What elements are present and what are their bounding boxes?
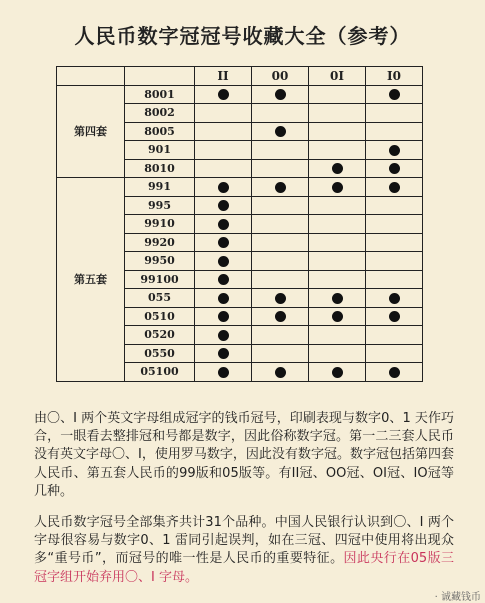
filled-dot-icon (218, 330, 229, 341)
filled-dot-icon (389, 163, 400, 174)
mark-cell (195, 344, 252, 363)
prefix-code-cell: 8010 (125, 159, 195, 178)
filled-dot-icon (275, 367, 286, 378)
filled-dot-icon (275, 311, 286, 322)
filled-dot-icon (218, 182, 229, 193)
mark-cell (195, 289, 252, 308)
corner-cell (57, 67, 125, 86)
mark-cell (195, 122, 252, 141)
mark-cell (366, 159, 423, 178)
filled-dot-icon (218, 367, 229, 378)
filled-dot-icon (389, 311, 400, 322)
filled-dot-icon (332, 311, 343, 322)
filled-dot-icon (218, 274, 229, 285)
mark-cell (195, 85, 252, 104)
prefix-code-cell: 991 (125, 178, 195, 197)
filled-dot-icon (218, 219, 229, 230)
mark-cell (366, 178, 423, 197)
filled-dot-icon (275, 293, 286, 304)
mark-cell (252, 104, 309, 123)
table-header-row (57, 67, 423, 86)
mark-cell (195, 104, 252, 123)
summary-highlight-text: 因此央行在05版三冠字组开始弃用〇、I 字母。 (34, 551, 454, 585)
mark-cell (252, 252, 309, 271)
filled-dot-icon (218, 89, 229, 100)
prefix-code-cell: 901 (125, 141, 195, 160)
filled-dot-icon (389, 145, 400, 156)
page-title: 人民币数字冠冠号收藏大全（参考） (74, 24, 411, 48)
prefix-code-cell: 99100 (125, 270, 195, 289)
mark-cell (309, 122, 366, 141)
column-header: I0 (366, 67, 423, 86)
mark-cell (366, 326, 423, 345)
mark-cell (309, 344, 366, 363)
mark-cell (309, 252, 366, 271)
mark-cell (252, 307, 309, 326)
mark-cell (366, 289, 423, 308)
mark-cell (195, 178, 252, 197)
prefix-code-cell: 055 (125, 289, 195, 308)
mark-cell (195, 233, 252, 252)
mark-cell (366, 363, 423, 382)
mark-cell (366, 307, 423, 326)
filled-dot-icon (332, 367, 343, 378)
filled-dot-icon (389, 293, 400, 304)
mark-cell (309, 178, 366, 197)
set-label: 第四套 (57, 85, 125, 178)
filled-dot-icon (389, 367, 400, 378)
filled-dot-icon (389, 89, 400, 100)
mark-cell (309, 233, 366, 252)
filled-dot-icon (275, 89, 286, 100)
filled-dot-icon (332, 182, 343, 193)
filled-dot-icon (218, 311, 229, 322)
mark-cell (309, 307, 366, 326)
mark-cell (252, 122, 309, 141)
serial-prefix-table (56, 66, 423, 382)
mark-cell (309, 141, 366, 160)
mark-cell (252, 233, 309, 252)
watermark: · 诚藏钱币 (434, 592, 481, 603)
prefix-code-cell: 9910 (125, 215, 195, 234)
mark-cell (366, 215, 423, 234)
mark-cell (366, 141, 423, 160)
mark-cell (309, 104, 366, 123)
filled-dot-icon (218, 237, 229, 248)
set-label: 第五套 (57, 178, 125, 382)
mark-cell (252, 215, 309, 234)
mark-cell (195, 307, 252, 326)
mark-cell (252, 344, 309, 363)
mark-cell (252, 196, 309, 215)
prefix-code-cell: 0520 (125, 326, 195, 345)
mark-cell (195, 159, 252, 178)
mark-cell (252, 289, 309, 308)
mark-cell (309, 289, 366, 308)
filled-dot-icon (218, 256, 229, 267)
intro-paragraph: 由〇、I 两个英文字母组成冠字的钱币冠号，印刷表现与数字0、1 天作巧合，一眼看去整排冠和号都是数字，因此俗称数字冠。第一二三套人民币没有英文字母〇、I，使用罗马数字，因此没有数字冠。数字冠包括第四套人民币、第五套人民币的99版和05版等。有II冠、OO冠、OI冠、IO冠等几种。 (34, 411, 454, 499)
mark-cell (366, 104, 423, 123)
code-header-cell (125, 67, 195, 86)
prefix-code-cell: 9920 (125, 233, 195, 252)
prefix-code-cell: 995 (125, 196, 195, 215)
filled-dot-icon (275, 182, 286, 193)
mark-cell (195, 363, 252, 382)
mark-cell (366, 196, 423, 215)
mark-cell (366, 270, 423, 289)
prefix-code-cell: 0550 (125, 344, 195, 363)
mark-cell (366, 233, 423, 252)
mark-cell (195, 215, 252, 234)
mark-cell (195, 326, 252, 345)
mark-cell (309, 215, 366, 234)
mark-cell (195, 141, 252, 160)
summary-paragraph (34, 514, 454, 587)
mark-cell (366, 344, 423, 363)
mark-cell (195, 270, 252, 289)
mark-cell (252, 326, 309, 345)
mark-cell (309, 159, 366, 178)
table-row (57, 85, 423, 104)
summary-text: 人民币数字冠号全部集齐共计31个品种。中国人民银行认识到〇、I 两个字母很容易与数字0、1 雷同引起误判，如在三冠、四冠中使用将出现众多“重号币”，而冠号的唯一性是人民币的重要特征。 (34, 515, 454, 567)
filled-dot-icon (332, 293, 343, 304)
filled-dot-icon (332, 163, 343, 174)
prefix-code-cell: 8002 (125, 104, 195, 123)
column-header: 00 (252, 67, 309, 86)
filled-dot-icon (218, 200, 229, 211)
mark-cell (366, 85, 423, 104)
table-row (57, 178, 423, 197)
prefix-code-cell: 0510 (125, 307, 195, 326)
mark-cell (252, 85, 309, 104)
mark-cell (309, 85, 366, 104)
mark-cell (366, 252, 423, 271)
mark-cell (309, 270, 366, 289)
prefix-code-cell: 8005 (125, 122, 195, 141)
mark-cell (309, 196, 366, 215)
mark-cell (252, 363, 309, 382)
column-header: II (195, 67, 252, 86)
mark-cell (309, 326, 366, 345)
column-header: 0I (309, 67, 366, 86)
mark-cell (309, 363, 366, 382)
filled-dot-icon (389, 182, 400, 193)
mark-cell (195, 252, 252, 271)
mark-cell (252, 159, 309, 178)
filled-dot-icon (218, 293, 229, 304)
mark-cell (366, 122, 423, 141)
prefix-code-cell: 05100 (125, 363, 195, 382)
mark-cell (252, 141, 309, 160)
mark-cell (252, 178, 309, 197)
prefix-code-cell: 9950 (125, 252, 195, 271)
filled-dot-icon (275, 126, 286, 137)
mark-cell (252, 270, 309, 289)
filled-dot-icon (218, 348, 229, 359)
prefix-code-cell: 8001 (125, 85, 195, 104)
mark-cell (195, 196, 252, 215)
